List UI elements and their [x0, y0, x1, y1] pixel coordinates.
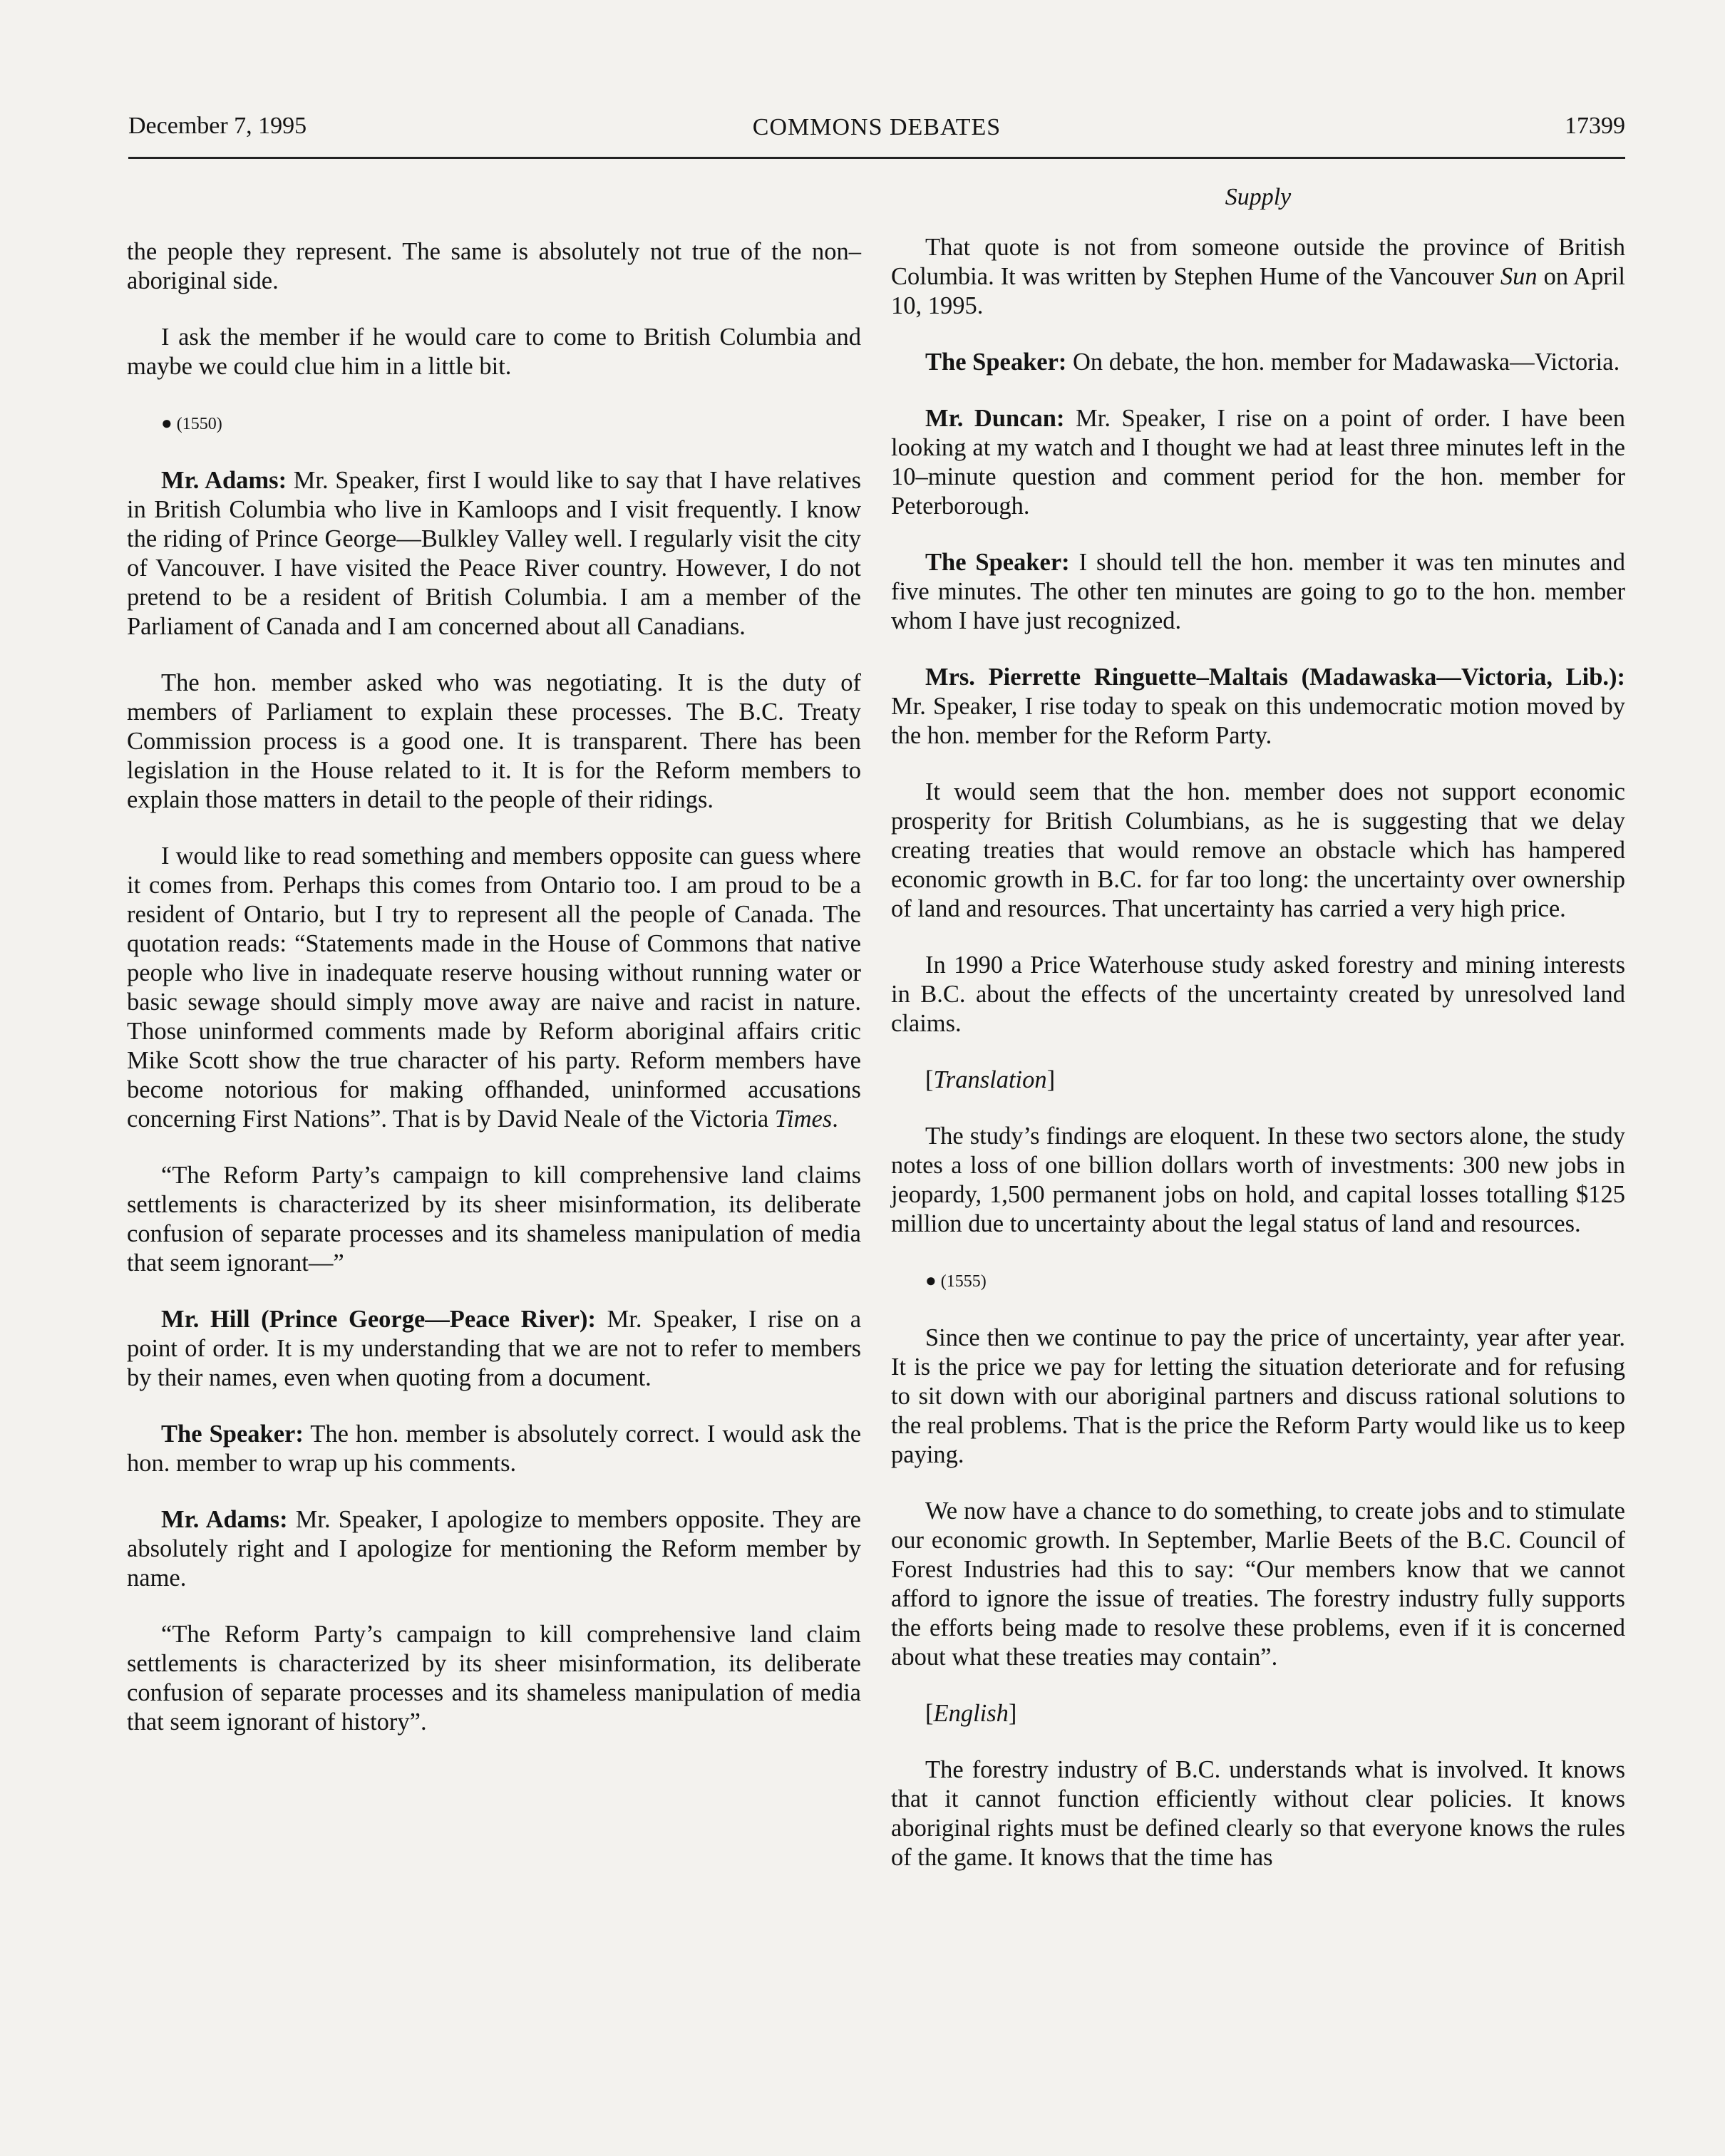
speaker-name: Mr. Hill (Prince George—Peace River):: [161, 1306, 597, 1333]
timestamp-text: (1555): [940, 1272, 987, 1291]
speaker-name: Mr. Adams:: [161, 467, 287, 494]
speech-paragraph: [891, 663, 1625, 751]
paragraph-end: on April 10, 1995.: [891, 263, 1626, 319]
bullet-icon: ●: [925, 1270, 937, 1291]
language-marker: [ Translation ]: [891, 1066, 1625, 1095]
speech-paragraph: [127, 1505, 861, 1593]
speech-paragraph: [127, 1305, 861, 1393]
paragraph-text: That quote is not from someone outside the province of British Columbia. It was written by Stephen Hume of the Vancouver: [891, 234, 1625, 290]
speech-text: Mr. Speaker, I rise today to speak on this undemocratic motion moved by the hon. member for the Reform Party.: [891, 693, 1625, 749]
bullet-icon: ●: [161, 413, 172, 433]
paragraph: In 1990 a Price Waterhouse study asked forestry and mining interests in B.C. about the effects of the uncertainty created by unresolved land claims.: [891, 951, 1625, 1037]
paragraph: It would seem that the hon. member does not support economic prosperity for British Columbians, as he is suggesting that we delay creating treaties that would remove an obstacle which has hampered economic growth in B.C. for far too long: the uncertainty over ownership of land and resources. That uncertainty has carried a very high price.: [891, 778, 1625, 922]
header-date: December 7, 1995: [128, 113, 307, 139]
paragraph: The hon. member asked who was negotiating. It is the duty of members of Parliament to explain these processes. The B.C. Treaty Commission process is a good one. It is transparent. There has been legislation in the House related to it. It is for the Reform members to explain those matters in detail to the people of their ridings.: [127, 669, 861, 813]
quote-paragraph: “The Reform Party’s campaign to kill comprehensive land claims settlements is characterized by its sheer misinformation, its deliberate confusion of separate processes and its shameless manipulation of media that seem ignorant—”: [127, 1162, 861, 1276]
speaker-name: Mr. Adams:: [161, 1506, 288, 1533]
language-marker: [ English ]: [891, 1699, 1625, 1728]
speaker-name: The Speaker:: [925, 549, 1070, 576]
paragraph: The forestry industry of B.C. understands what is involved. It knows that it cannot function efficiently without clear policies. It knows aboriginal rights must be defined clearly so that everyone knows the rules of the game. It knows that the time has: [891, 1756, 1625, 1871]
timestamp-marker: [891, 1266, 1625, 1296]
speech-text: The hon. member is absolutely correct. I would ask the hon. member to wrap up his comments.: [127, 1420, 862, 1477]
page-header: [128, 107, 1625, 159]
speech-paragraph: [891, 348, 1625, 377]
speech-paragraph: [127, 1420, 861, 1478]
speech-text: Mr. Speaker, first I would like to say that I have relatives in British Columbia who live in Kamloops and I visit frequently. I know the riding of Prince George—Bulkley Valley well. I regularly visit the city of Vancouver. I have visited the Peace River country. However, I do not pretend to be a resident of British Columbia. I am a member of the Parliament of Canada and I am concerned about all Canadians.: [127, 467, 861, 640]
speech-paragraph: [891, 404, 1625, 521]
section-heading: Supply: [1225, 184, 1292, 210]
paragraph: the people they represent. The same is absolutely not true of the non–aboriginal side.: [127, 238, 861, 294]
speech-text: Mr. Speaker, I rise on a point of order. It is my understanding that we are not to refer to members by their names, even when quoting from a document.: [127, 1306, 862, 1391]
speaker-name: Mrs. Pierrette Ringuette–Maltais (Madawaska—Victoria, Lib.):: [925, 664, 1625, 691]
left-column: [127, 237, 861, 1764]
paragraph-end: .: [832, 1105, 838, 1133]
paragraph: [127, 842, 861, 1134]
timestamp-marker: [127, 408, 861, 439]
timestamp-text: (1550): [176, 415, 222, 433]
paragraph: [891, 233, 1625, 321]
paragraph: The study’s findings are eloquent. In these two sectors alone, the study notes a loss of one billion dollars worth of investments: 300 new jobs in jeopardy, 1,500 permanent jobs on hold, and capital losses totalling $125 million due to uncertainty about the legal status of land and resources.: [891, 1123, 1625, 1237]
header-publication-title: COMMONS DEBATES: [752, 114, 1001, 140]
header-page-number: 17399: [1565, 113, 1625, 139]
speaker-name: The Speaker:: [925, 349, 1067, 376]
speech-text: On debate, the hon. member for Madawaska—Victoria.: [1066, 349, 1620, 376]
speech-text: Mr. Speaker, I apologize to members opposite. They are absolutely right and I apologize for mentioning the Reform member by name.: [127, 1506, 861, 1592]
right-column: [891, 182, 1625, 1899]
paragraph: Since then we continue to pay the price of uncertainty, year after year. It is the price we pay for letting the situation deteriorate and for refusing to sit down with our aboriginal partners and discuss rational solutions to the real problems. That is the price the Reform Party would like us to keep paying.: [891, 1324, 1625, 1468]
speech-paragraph: [127, 466, 861, 641]
speech-text: Mr. Speaker, I rise on a point of order. I have been looking at my watch and I thought we had at least three minutes left in the 10–minute question and comment period for the hon. member for Peterborough.: [891, 405, 1625, 520]
quote-paragraph: “The Reform Party’s campaign to kill comprehensive land claim settlements is characterized by its sheer misinformation, its deliberate confusion of separate processes and its shameless manipulation of media that seem ignorant of history”.: [127, 1621, 861, 1735]
publication-name: Sun: [1500, 263, 1538, 290]
paragraph-text: I would like to read something and members opposite can guess where it comes from. Perhaps this comes from Ontario too. I am proud to be a resident of Ontario, but I try to represent all the people of Canada. The quotation reads: “Statements made in the House of Commons that native people who live in inadequate reserve housing without running water or basic sewage should simply move away are naive and racist in nature. Those uninformed comments made by Reform aboriginal affairs critic Mike Scott show the true character of his party. Reform members have become notorious for making offhanded, uninformed accusations concerning First Nations”. That is by David Neale of the Victoria: [127, 842, 861, 1133]
speech-paragraph: [891, 548, 1625, 636]
publication-name: Times: [774, 1105, 833, 1133]
speaker-name: The Speaker:: [161, 1420, 304, 1448]
paragraph: I ask the member if he would care to come to British Columbia and maybe we could clue him in a little bit.: [127, 324, 861, 380]
paragraph: We now have a chance to do something, to create jobs and to stimulate our economic growth. In September, Marlie Beets of the B.C. Council of Forest Industries had this to say: “Our members know that we cannot afford to ignore the issue of treaties. The forestry industry fully supports the efforts being made to resolve these problems, even if it is concerned about what these treaties may contain”.: [891, 1497, 1625, 1671]
speaker-name: Mr. Duncan:: [925, 405, 1065, 432]
speech-text: I should tell the hon. member it was ten minutes and five minutes. The other ten minutes are going to go to the hon. member whom I have just recognized.: [891, 549, 1626, 634]
